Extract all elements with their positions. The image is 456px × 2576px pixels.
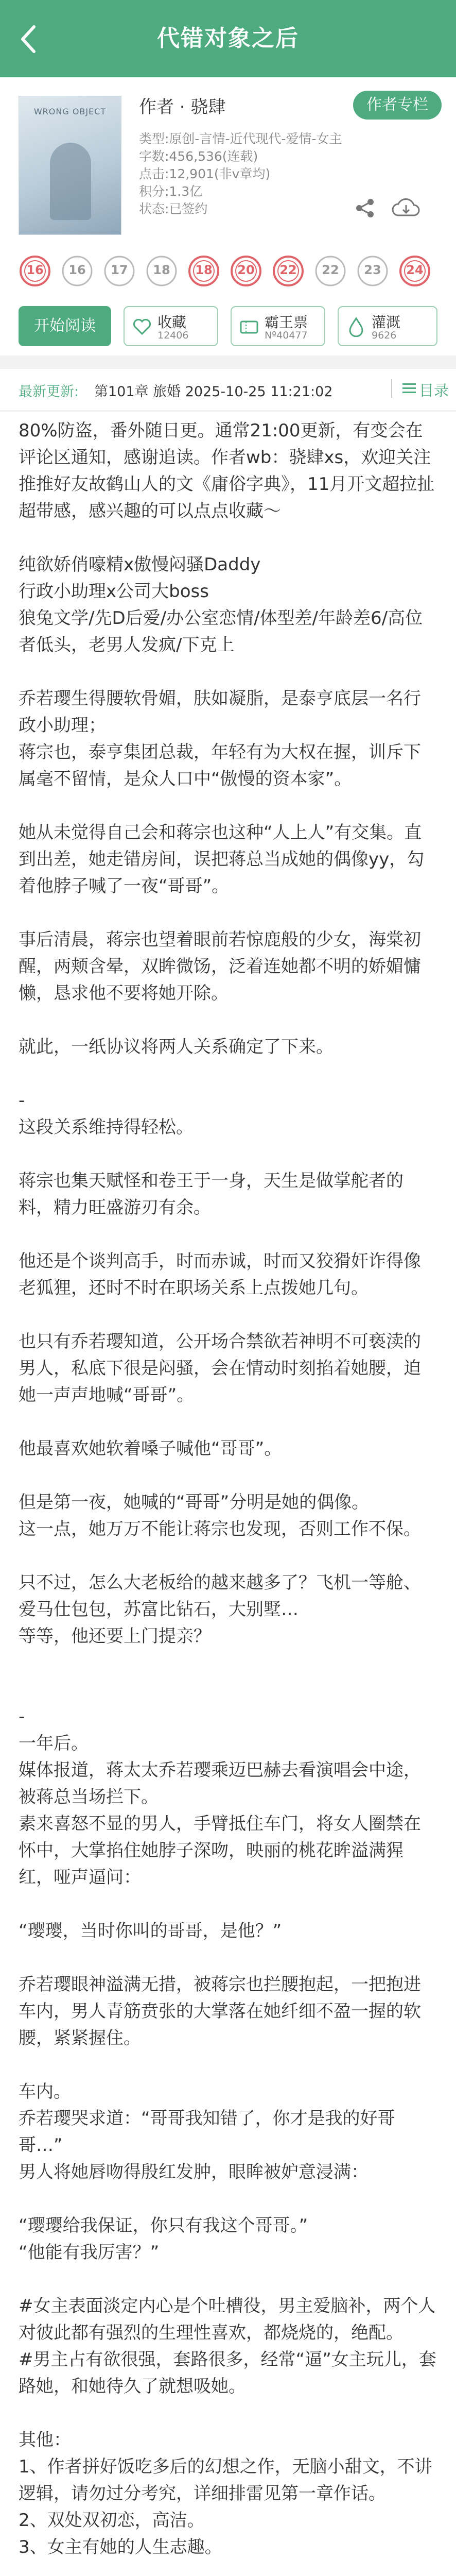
irrigate-count: 9626 bbox=[372, 330, 397, 341]
table-of-contents-link[interactable]: 目录 bbox=[419, 382, 449, 399]
badge-item[interactable] bbox=[272, 255, 305, 287]
badge-item[interactable] bbox=[314, 255, 347, 287]
latest-update-label: 最新更新: bbox=[19, 384, 79, 400]
book-info-card bbox=[0, 77, 456, 247]
badge-number: 18 bbox=[153, 263, 170, 277]
badge-number: 22 bbox=[322, 263, 339, 277]
share-icon[interactable] bbox=[355, 198, 376, 218]
badge-item[interactable] bbox=[356, 255, 389, 287]
latest-update-chapter[interactable]: 第101章 旅婚 2025-10-25 11:21:02 bbox=[94, 384, 333, 400]
page-title: 代错对象之后 bbox=[157, 25, 299, 52]
badge-item[interactable] bbox=[19, 255, 51, 287]
book-intro-text: 80%防盗，番外随日更。通常21:00更新，有变会在评论区通知，感谢追读。作者wb：骁肆xs，欢迎关注 推推好友故鹤山人的文《庸俗字典》，11月开文超拉扯超带感，感兴趣的可以点点收藏～ 纯欲娇俏嚎精x傲慢闷骚Daddy 行政小助理x公司大boss 狼兔文学/先D后爱/办公室恋情/体型差/年龄差6/高位者低头，老男人发疯/下克上 乔若璎生得腰软骨媚，肤如凝脂，是泰亨底层一名行政小助理； 蒋宗也，泰亨集团总裁，年轻有为大权在握，训斥下属毫不留情，是众人口中“傲慢的资本家”。 她从未觉得自己会和蒋宗也这种“人上人”有交集。直到出差，她走错房间，误把蒋总当成她的偶像yy，勾着他脖子喊了一夜“哥哥”。 事后清晨，蒋宗也望着眼前若惊鹿般的少女，海棠初醒，两颊含晕，双眸微饧，泛着连她都不明的娇媚慵懒，恳求他不要将她开除。 就此，一纸协议将两人关系确定了下来。 - 这段关系维持得轻松。 蒋宗也集天赋怪和卷王于一身，天生是做掌舵者的料，精力旺盛游刃有余。 他还是个谈判高手，时而赤诚，时而又狡猾奸诈得像老狐狸，还时不时在职场关系上点拨她几句。 也只有乔若璎知道，公开场合禁欲若神明不可亵渎的男人，私底下很是闷骚，会在情动时刻掐着她腰，迫她一声声地喊“哥哥”。 他最喜欢她软着嗓子喊他“哥哥”。 但是第一夜，她喊的“哥哥”分明是她的偶像。 这一点，她万万不能让蒋宗也发现，否则工作不保。 只不过，怎么大老板给的越来越多了？飞机一等舱、爱马仕包包，苏富比钻石，大别墅… 等等，他还要上门提亲？ - 一年后。 媒体报道，蒋太太乔若璎乘迈巴赫去看演唱会中途，被蒋总当场拦下。 素来喜怒不显的男人，手臂抵住车门，将女人圈禁在怀中，大掌掐住她脖子深吻，映丽的桃花眸溢满猩红，哑声逼问： “璎璎，当时你叫的哥哥，是他？” 乔若璎眼神溢满无措，被蒋宗也拦腰抱起，一把抱进车内，男人青筋贲张的大掌落在她纤细不盈一握的软腰，紧紧握住。 车内。 乔若璎哭求道：“哥哥我知错了，你才是我的好哥哥…” 男人将她唇吻得殷红发肿，眼眸被妒意浸满： “璎璎给我保证，你只有我这个哥哥。” “他能有我厉害？” #女主表面淡定内心是个吐槽役，男主爱脑补，两个人对彼此都有强烈的生理性喜欢，都烧烧的，绝配。 #男主占有欲很强，套路很多，经常“逼”女主玩儿，套路她，和她待久了就想吸她。 其他： 1、作者拼好饭吃多后的幻想之作，无脑小甜文，不讲逻辑，请勿过分考究，详细排雷见第一章作话。 2、双处双初恋，高洁。 3、女主有她的人生志趣。 bbox=[19, 420, 436, 2557]
badge-number: 16 bbox=[68, 263, 86, 277]
badge-number: 24 bbox=[406, 263, 424, 277]
author-column-button[interactable]: 作者专栏 bbox=[353, 91, 442, 120]
water-drop-icon bbox=[346, 316, 366, 337]
badge-number: 17 bbox=[111, 263, 128, 277]
ticket-icon bbox=[239, 316, 259, 337]
irrigate-button[interactable] bbox=[338, 306, 437, 346]
badge-number: 23 bbox=[364, 263, 381, 277]
favorite-button[interactable] bbox=[124, 306, 218, 346]
list-icon bbox=[402, 382, 416, 395]
book-words: 字数:456,536(连载) bbox=[139, 149, 258, 164]
badge-item[interactable] bbox=[398, 255, 431, 287]
book-clicks: 点击:12,901(非v章均) bbox=[139, 166, 271, 181]
divider bbox=[391, 379, 392, 398]
badge-number: 22 bbox=[279, 263, 297, 277]
start-reading-button[interactable]: 开始阅读 bbox=[19, 306, 111, 346]
book-cover[interactable] bbox=[19, 96, 121, 235]
book-intro-section bbox=[0, 412, 456, 2576]
badge-number: 16 bbox=[26, 263, 44, 277]
badge-item[interactable] bbox=[61, 255, 94, 287]
action-bar bbox=[0, 299, 456, 355]
latest-update-bar[interactable] bbox=[0, 369, 456, 410]
top-bar bbox=[0, 0, 456, 77]
badge-item[interactable] bbox=[230, 255, 262, 287]
badge-number: 18 bbox=[195, 263, 213, 277]
badge-item[interactable] bbox=[145, 255, 178, 287]
heart-icon bbox=[132, 316, 152, 337]
author-name[interactable]: 作者 · 骁肆 bbox=[139, 97, 226, 117]
book-points: 积分:1.3亿 bbox=[139, 184, 203, 199]
badge-item[interactable] bbox=[187, 255, 220, 287]
vote-label: 霸王票 bbox=[265, 314, 308, 331]
favorite-label: 收藏 bbox=[157, 314, 187, 331]
cloud-download-icon[interactable] bbox=[391, 196, 420, 219]
vote-count: Nº40477 bbox=[265, 330, 308, 341]
irrigate-label: 灌溉 bbox=[372, 314, 401, 331]
badge-number: 20 bbox=[237, 263, 255, 277]
cover-text: WRONG OBJECT bbox=[33, 107, 107, 116]
bawang-vote-button[interactable] bbox=[231, 306, 325, 346]
book-type: 类型:原创-言情-近代现代-爱情-女主 bbox=[139, 131, 342, 146]
badge-row bbox=[0, 247, 456, 299]
book-status: 状态:已签约 bbox=[139, 201, 208, 216]
badge-item[interactable] bbox=[103, 255, 136, 287]
favorite-count: 12406 bbox=[157, 330, 189, 341]
cover-figure bbox=[50, 143, 91, 220]
